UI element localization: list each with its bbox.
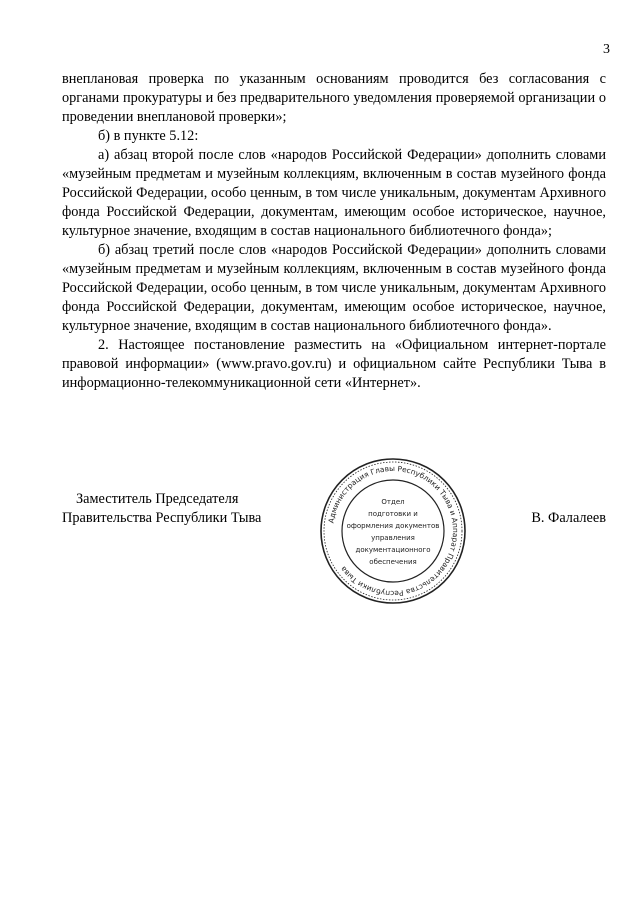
svg-text:документационного: документационного: [355, 546, 431, 554]
svg-text:обеспечения: обеспечения: [369, 558, 417, 566]
paragraph-2: б) в пункте 5.12:: [98, 128, 199, 144]
paragraph-1: внеплановая проверка по указанным основаниям проводится без согласования с органами прокуратуры и без предварительного уведомления проверяемой организации о проведении внеплановой проверки»;: [62, 71, 606, 125]
official-stamp: [318, 456, 468, 606]
stamp-ring-text: Администрация Главы Республики Тыва и Аппарат Правительства Республики Тыва: [326, 463, 461, 599]
signatory-position: [62, 490, 261, 528]
signatory-position-line-2: Правительства Республики Тыва: [62, 510, 262, 526]
signatory-name: В. Фалалеев: [531, 510, 606, 526]
svg-text:управления: управления: [371, 534, 415, 542]
svg-text:Отдел: Отдел: [381, 498, 405, 506]
svg-text:оформления документов: оформления документов: [346, 522, 440, 530]
paragraph-4: б) абзац третий после слов «народов Российской Федерации» дополнить словами «музейным предметам и музейным коллекциям, включенным в состав музейного фонда Российской Федерации, особо ценным, в том числе уникальным, документам Архивного фонда Российской Федерации, документам, имеющим особое историческое, научное, культурное значение, входящим в состав национального библиотечного фонда».: [62, 242, 606, 334]
svg-text:подготовки и: подготовки и: [368, 510, 418, 518]
document-body: [62, 70, 606, 393]
signatory-position-line-1: Заместитель Председателя: [76, 491, 239, 507]
paragraph-5: 2. Настоящее постановление разместить на «Официальном интернет-портале правовой информации» (www.pravo.gov.ru) и официальном сайте Республики Тыва в информационно-телекоммуникационной сети «Интернет».: [62, 337, 606, 391]
page-number: 3: [603, 42, 610, 57]
paragraph-3: а) абзац второй после слов «народов Российской Федерации» дополнить словами «музейным предметам и музейным коллекциям, включенным в состав музейного фонда Российской Федерации, особо ценным, в том числе уникальным, документам Архивного фонда Российской Федерации, документам, имеющим особое историческое, научное, культурное значение, входящим в состав национального библиотечного фонда»;: [62, 147, 606, 239]
stamp-center-text: [347, 498, 440, 566]
